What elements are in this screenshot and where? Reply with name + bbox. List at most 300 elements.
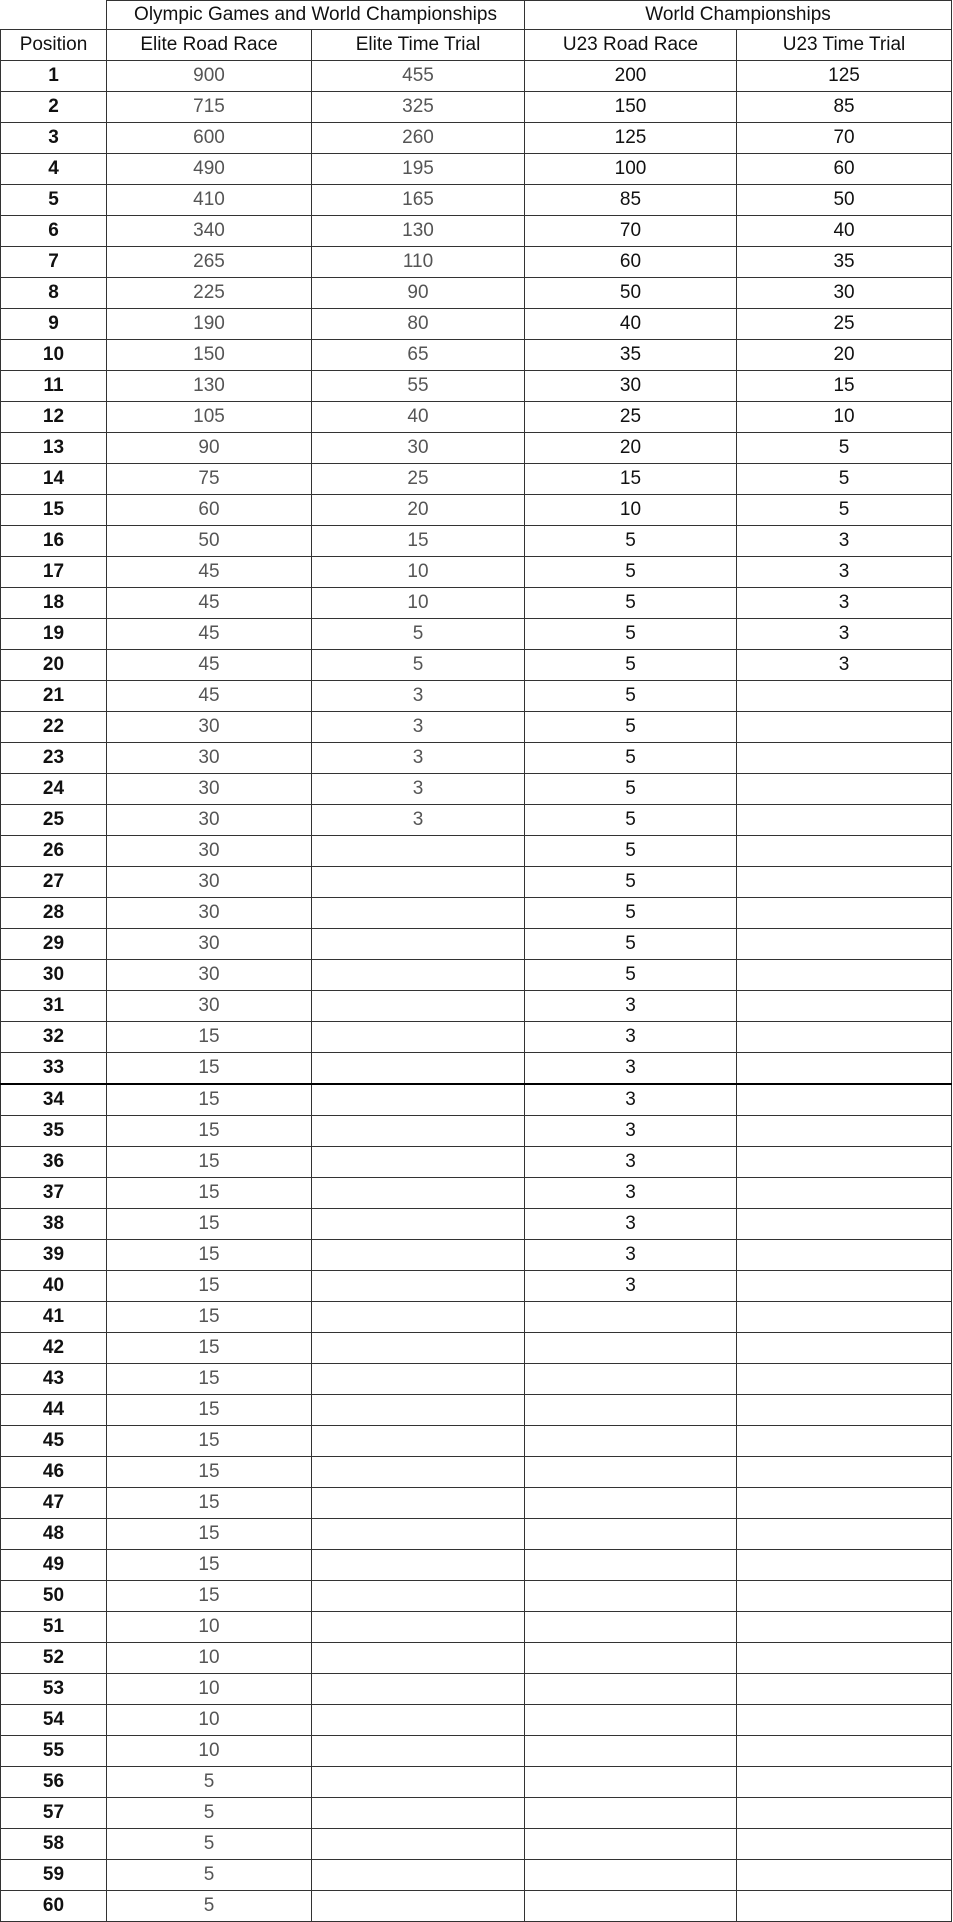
u23-road-race-cell: 150: [525, 92, 737, 123]
u23-time-trial-cell: [737, 867, 952, 898]
u23-road-race-cell: 3: [525, 1084, 737, 1116]
table-row: [1, 991, 952, 1022]
table-row: [1, 1736, 952, 1767]
u23-time-trial-cell: [737, 1147, 952, 1178]
position-cell: 24: [1, 774, 107, 805]
u23-road-race-cell: 15: [525, 464, 737, 495]
elite-road-race-column-header: Elite Road Race: [107, 30, 312, 61]
u23-time-trial-cell: [737, 960, 952, 991]
elite-road-race-cell: 30: [107, 743, 312, 774]
position-cell: 42: [1, 1333, 107, 1364]
table-row: [1, 1705, 952, 1736]
u23-time-trial-cell: 10: [737, 402, 952, 433]
u23-road-race-cell: 50: [525, 278, 737, 309]
position-cell: 30: [1, 960, 107, 991]
position-cell: 33: [1, 1053, 107, 1085]
elite-time-trial-cell: [312, 1209, 525, 1240]
u23-road-race-cell: [525, 1333, 737, 1364]
table-row: [1, 340, 952, 371]
u23-road-race-cell: [525, 1891, 737, 1922]
elite-time-trial-cell: 3: [312, 712, 525, 743]
u23-time-trial-cell: 70: [737, 123, 952, 154]
u23-road-race-cell: 60: [525, 247, 737, 278]
position-cell: 58: [1, 1829, 107, 1860]
u23-road-race-cell: 5: [525, 743, 737, 774]
position-cell: 54: [1, 1705, 107, 1736]
elite-road-race-cell: 15: [107, 1519, 312, 1550]
u23-time-trial-cell: 3: [737, 526, 952, 557]
elite-time-trial-cell: [312, 1829, 525, 1860]
table-row: [1, 433, 952, 464]
table-row: [1, 1364, 952, 1395]
table-row: [1, 1550, 952, 1581]
u23-road-race-cell: 3: [525, 1271, 737, 1302]
position-cell: 47: [1, 1488, 107, 1519]
u23-road-race-cell: 100: [525, 154, 737, 185]
position-cell: 3: [1, 123, 107, 154]
position-cell: 36: [1, 1147, 107, 1178]
position-cell: 6: [1, 216, 107, 247]
u23-road-race-cell: [525, 1426, 737, 1457]
table-row: [1, 1333, 952, 1364]
position-cell: 35: [1, 1116, 107, 1147]
u23-time-trial-cell: [737, 1209, 952, 1240]
elite-time-trial-cell: [312, 1178, 525, 1209]
elite-road-race-cell: 30: [107, 867, 312, 898]
table-row: [1, 1116, 952, 1147]
u23-road-race-cell: 5: [525, 650, 737, 681]
elite-road-race-cell: 90: [107, 433, 312, 464]
elite-road-race-cell: 30: [107, 929, 312, 960]
position-cell: 1: [1, 61, 107, 92]
table-row: [1, 123, 952, 154]
u23-road-race-cell: 85: [525, 185, 737, 216]
position-cell: 26: [1, 836, 107, 867]
u23-road-race-cell: [525, 1612, 737, 1643]
table-row: [1, 1674, 952, 1705]
elite-time-trial-cell: 5: [312, 650, 525, 681]
u23-time-trial-cell: [737, 1333, 952, 1364]
position-cell: 23: [1, 743, 107, 774]
elite-road-race-cell: 715: [107, 92, 312, 123]
u23-time-trial-cell: 30: [737, 278, 952, 309]
u23-time-trial-cell: [737, 1736, 952, 1767]
elite-time-trial-cell: 325: [312, 92, 525, 123]
u23-road-race-cell: 35: [525, 340, 737, 371]
table-row: [1, 836, 952, 867]
table-row: [1, 1084, 952, 1116]
elite-road-race-cell: 30: [107, 805, 312, 836]
u23-time-trial-cell: [737, 1116, 952, 1147]
u23-road-race-cell: [525, 1767, 737, 1798]
u23-road-race-cell: 25: [525, 402, 737, 433]
elite-road-race-cell: 5: [107, 1767, 312, 1798]
position-cell: 57: [1, 1798, 107, 1829]
u23-time-trial-cell: [737, 1550, 952, 1581]
elite-time-trial-cell: [312, 1612, 525, 1643]
table-row: [1, 929, 952, 960]
elite-time-trial-cell: [312, 960, 525, 991]
elite-road-race-cell: 15: [107, 1147, 312, 1178]
u23-time-trial-cell: 15: [737, 371, 952, 402]
u23-road-race-cell: 3: [525, 991, 737, 1022]
table-row: [1, 1178, 952, 1209]
u23-time-trial-cell: [737, 1271, 952, 1302]
column-header-row: [1, 30, 952, 61]
u23-time-trial-cell: [737, 1581, 952, 1612]
elite-road-race-cell: 15: [107, 1488, 312, 1519]
position-cell: 8: [1, 278, 107, 309]
position-cell: 7: [1, 247, 107, 278]
u23-time-trial-cell: 40: [737, 216, 952, 247]
position-cell: 48: [1, 1519, 107, 1550]
table-row: [1, 712, 952, 743]
u23-road-race-cell: [525, 1519, 737, 1550]
table-row: [1, 1271, 952, 1302]
elite-time-trial-cell: 130: [312, 216, 525, 247]
table-row: [1, 743, 952, 774]
u23-time-trial-cell: 3: [737, 650, 952, 681]
u23-time-trial-cell: 50: [737, 185, 952, 216]
elite-time-trial-cell: [312, 1302, 525, 1333]
elite-time-trial-cell: 55: [312, 371, 525, 402]
u23-road-race-cell: 10: [525, 495, 737, 526]
u23-road-race-cell: 3: [525, 1053, 737, 1085]
u23-road-race-cell: [525, 1488, 737, 1519]
position-cell: 53: [1, 1674, 107, 1705]
u23-road-race-cell: [525, 1550, 737, 1581]
elite-time-trial-cell: [312, 1084, 525, 1116]
elite-road-race-cell: 15: [107, 1084, 312, 1116]
table-row: [1, 1488, 952, 1519]
u23-road-race-cell: 3: [525, 1178, 737, 1209]
u23-road-race-cell: [525, 1302, 737, 1333]
elite-road-race-cell: 150: [107, 340, 312, 371]
elite-time-trial-cell: 3: [312, 805, 525, 836]
table-row: [1, 278, 952, 309]
u23-time-trial-cell: [737, 743, 952, 774]
u23-time-trial-cell: [737, 1767, 952, 1798]
position-cell: 14: [1, 464, 107, 495]
position-cell: 44: [1, 1395, 107, 1426]
position-cell: 12: [1, 402, 107, 433]
elite-road-race-cell: 50: [107, 526, 312, 557]
u23-time-trial-cell: 85: [737, 92, 952, 123]
u23-time-trial-cell: [737, 1426, 952, 1457]
elite-road-race-cell: 15: [107, 1364, 312, 1395]
elite-road-race-cell: 10: [107, 1674, 312, 1705]
group-olympic-header: Olympic Games and World Championships: [107, 1, 525, 30]
group-header-row: [1, 1, 952, 30]
position-cell: 19: [1, 619, 107, 650]
position-cell: 16: [1, 526, 107, 557]
group-world-header: World Championships: [525, 1, 952, 30]
elite-road-race-cell: 15: [107, 1116, 312, 1147]
position-cell: 15: [1, 495, 107, 526]
elite-time-trial-cell: [312, 991, 525, 1022]
u23-road-race-cell: 5: [525, 619, 737, 650]
elite-time-trial-cell: 195: [312, 154, 525, 185]
u23-time-trial-cell: [737, 1798, 952, 1829]
table-row: [1, 154, 952, 185]
elite-time-trial-cell: [312, 1271, 525, 1302]
position-cell: 25: [1, 805, 107, 836]
elite-time-trial-cell: 110: [312, 247, 525, 278]
position-cell: 31: [1, 991, 107, 1022]
table-row: [1, 867, 952, 898]
u23-time-trial-cell: [737, 805, 952, 836]
u23-road-race-cell: 5: [525, 526, 737, 557]
u23-road-race-cell: 70: [525, 216, 737, 247]
elite-time-trial-cell: [312, 1519, 525, 1550]
elite-time-trial-cell: 90: [312, 278, 525, 309]
table-row: [1, 1612, 952, 1643]
u23-time-trial-cell: 3: [737, 588, 952, 619]
u23-time-trial-cell: [737, 1612, 952, 1643]
u23-time-trial-cell: [737, 1240, 952, 1271]
table-body: [1, 61, 952, 1922]
elite-time-trial-cell: [312, 898, 525, 929]
u23-road-race-cell: [525, 1798, 737, 1829]
elite-time-trial-cell: 25: [312, 464, 525, 495]
elite-time-trial-cell: 15: [312, 526, 525, 557]
position-cell: 17: [1, 557, 107, 588]
elite-time-trial-cell: [312, 836, 525, 867]
u23-time-trial-cell: [737, 1084, 952, 1116]
table-row: [1, 1209, 952, 1240]
u23-time-trial-cell: [737, 898, 952, 929]
table-row: [1, 1891, 952, 1922]
u23-time-trial-cell: [737, 836, 952, 867]
u23-road-race-cell: 3: [525, 1240, 737, 1271]
elite-road-race-cell: 10: [107, 1612, 312, 1643]
table-row: [1, 402, 952, 433]
u23-road-race-cell: [525, 1829, 737, 1860]
elite-road-race-cell: 225: [107, 278, 312, 309]
u23-road-race-cell: 3: [525, 1116, 737, 1147]
u23-time-trial-cell: 3: [737, 557, 952, 588]
position-cell: 59: [1, 1860, 107, 1891]
u23-time-trial-column-header: U23 Time Trial: [737, 30, 952, 61]
elite-time-trial-cell: [312, 1053, 525, 1085]
table-row: [1, 1829, 952, 1860]
position-cell: 20: [1, 650, 107, 681]
u23-road-race-cell: 5: [525, 681, 737, 712]
elite-road-race-cell: 30: [107, 960, 312, 991]
u23-road-race-cell: 125: [525, 123, 737, 154]
position-cell: 52: [1, 1643, 107, 1674]
u23-time-trial-cell: 25: [737, 309, 952, 340]
elite-time-trial-cell: 40: [312, 402, 525, 433]
u23-road-race-cell: 3: [525, 1209, 737, 1240]
u23-road-race-cell: [525, 1364, 737, 1395]
elite-road-race-cell: 265: [107, 247, 312, 278]
elite-road-race-cell: 105: [107, 402, 312, 433]
corner-cell: [1, 1, 107, 30]
u23-time-trial-cell: 60: [737, 154, 952, 185]
table-row: [1, 1302, 952, 1333]
elite-road-race-cell: 30: [107, 774, 312, 805]
position-cell: 55: [1, 1736, 107, 1767]
elite-road-race-cell: 45: [107, 681, 312, 712]
elite-road-race-cell: 30: [107, 836, 312, 867]
u23-road-race-cell: 30: [525, 371, 737, 402]
elite-time-trial-cell: [312, 1240, 525, 1271]
elite-time-trial-cell: [312, 1581, 525, 1612]
elite-road-race-cell: 15: [107, 1053, 312, 1085]
elite-road-race-cell: 15: [107, 1581, 312, 1612]
elite-road-race-cell: 190: [107, 309, 312, 340]
table-row: [1, 588, 952, 619]
u23-time-trial-cell: 5: [737, 495, 952, 526]
table-row: [1, 1022, 952, 1053]
elite-road-race-cell: 15: [107, 1426, 312, 1457]
u23-road-race-cell: [525, 1457, 737, 1488]
elite-time-trial-cell: [312, 1147, 525, 1178]
elite-road-race-cell: 5: [107, 1829, 312, 1860]
elite-time-trial-cell: [312, 1674, 525, 1705]
elite-time-trial-cell: [312, 1022, 525, 1053]
table-row: [1, 247, 952, 278]
u23-road-race-cell: 5: [525, 712, 737, 743]
u23-road-race-cell: [525, 1674, 737, 1705]
elite-time-trial-cell: [312, 1364, 525, 1395]
u23-road-race-cell: 200: [525, 61, 737, 92]
position-cell: 4: [1, 154, 107, 185]
table-row: [1, 681, 952, 712]
table-row: [1, 1798, 952, 1829]
table-row: [1, 1643, 952, 1674]
position-cell: 29: [1, 929, 107, 960]
position-cell: 51: [1, 1612, 107, 1643]
elite-road-race-cell: 15: [107, 1333, 312, 1364]
elite-time-trial-cell: [312, 1798, 525, 1829]
table-row: [1, 1395, 952, 1426]
elite-road-race-cell: 10: [107, 1643, 312, 1674]
u23-time-trial-cell: 35: [737, 247, 952, 278]
elite-road-race-cell: 15: [107, 1457, 312, 1488]
u23-road-race-cell: 5: [525, 557, 737, 588]
position-cell: 56: [1, 1767, 107, 1798]
elite-time-trial-cell: 20: [312, 495, 525, 526]
position-cell: 34: [1, 1084, 107, 1116]
u23-road-race-cell: 5: [525, 929, 737, 960]
u23-time-trial-cell: [737, 681, 952, 712]
position-cell: 43: [1, 1364, 107, 1395]
elite-time-trial-cell: [312, 929, 525, 960]
elite-road-race-cell: 45: [107, 650, 312, 681]
elite-road-race-cell: 30: [107, 712, 312, 743]
elite-road-race-cell: 45: [107, 588, 312, 619]
u23-road-race-cell: [525, 1705, 737, 1736]
elite-road-race-cell: 45: [107, 619, 312, 650]
elite-road-race-cell: 340: [107, 216, 312, 247]
u23-time-trial-cell: [737, 991, 952, 1022]
elite-time-trial-cell: [312, 1891, 525, 1922]
elite-time-trial-cell: 3: [312, 743, 525, 774]
u23-time-trial-cell: [737, 1891, 952, 1922]
u23-road-race-cell: 3: [525, 1022, 737, 1053]
elite-road-race-cell: 10: [107, 1736, 312, 1767]
elite-time-trial-cell: 3: [312, 774, 525, 805]
position-cell: 22: [1, 712, 107, 743]
elite-road-race-cell: 75: [107, 464, 312, 495]
table-row: [1, 526, 952, 557]
u23-road-race-cell: 5: [525, 805, 737, 836]
u23-time-trial-cell: [737, 1395, 952, 1426]
table-row: [1, 805, 952, 836]
elite-road-race-cell: 900: [107, 61, 312, 92]
elite-time-trial-cell: [312, 1457, 525, 1488]
elite-time-trial-cell: [312, 1643, 525, 1674]
elite-road-race-cell: 15: [107, 1395, 312, 1426]
table-row: [1, 216, 952, 247]
elite-road-race-cell: 130: [107, 371, 312, 402]
u23-time-trial-cell: 5: [737, 433, 952, 464]
u23-road-race-cell: 5: [525, 867, 737, 898]
elite-road-race-cell: 15: [107, 1178, 312, 1209]
u23-road-race-cell: 5: [525, 836, 737, 867]
elite-time-trial-cell: [312, 1736, 525, 1767]
u23-time-trial-cell: [737, 1705, 952, 1736]
table-row: [1, 650, 952, 681]
elite-time-trial-cell: [312, 1333, 525, 1364]
position-cell: 60: [1, 1891, 107, 1922]
u23-road-race-cell: 5: [525, 898, 737, 929]
u23-road-race-cell: 5: [525, 960, 737, 991]
elite-road-race-cell: 15: [107, 1022, 312, 1053]
elite-time-trial-cell: 10: [312, 588, 525, 619]
position-cell: 41: [1, 1302, 107, 1333]
elite-time-trial-cell: [312, 867, 525, 898]
elite-time-trial-cell: 10: [312, 557, 525, 588]
u23-road-race-cell: [525, 1643, 737, 1674]
u23-road-race-cell: [525, 1860, 737, 1891]
table-row: [1, 309, 952, 340]
elite-road-race-cell: 15: [107, 1550, 312, 1581]
u23-time-trial-cell: [737, 1457, 952, 1488]
elite-time-trial-cell: 65: [312, 340, 525, 371]
elite-time-trial-cell: 455: [312, 61, 525, 92]
position-cell: 37: [1, 1178, 107, 1209]
elite-road-race-cell: 5: [107, 1798, 312, 1829]
u23-time-trial-cell: [737, 1178, 952, 1209]
u23-road-race-cell: [525, 1736, 737, 1767]
position-cell: 38: [1, 1209, 107, 1240]
elite-time-trial-cell: [312, 1860, 525, 1891]
table-row: [1, 619, 952, 650]
u23-time-trial-cell: 20: [737, 340, 952, 371]
u23-time-trial-cell: 125: [737, 61, 952, 92]
u23-time-trial-cell: [737, 929, 952, 960]
elite-time-trial-cell: [312, 1116, 525, 1147]
u23-time-trial-cell: [737, 1022, 952, 1053]
position-cell: 39: [1, 1240, 107, 1271]
table-row: [1, 464, 952, 495]
u23-time-trial-cell: [737, 1053, 952, 1085]
elite-time-trial-cell: 260: [312, 123, 525, 154]
table-row: [1, 1147, 952, 1178]
position-cell: 49: [1, 1550, 107, 1581]
u23-time-trial-cell: [737, 1488, 952, 1519]
elite-road-race-cell: 10: [107, 1705, 312, 1736]
position-cell: 9: [1, 309, 107, 340]
u23-time-trial-cell: [737, 774, 952, 805]
u23-time-trial-cell: [737, 1302, 952, 1333]
table-row: [1, 898, 952, 929]
elite-time-trial-cell: [312, 1705, 525, 1736]
table-row: [1, 1767, 952, 1798]
